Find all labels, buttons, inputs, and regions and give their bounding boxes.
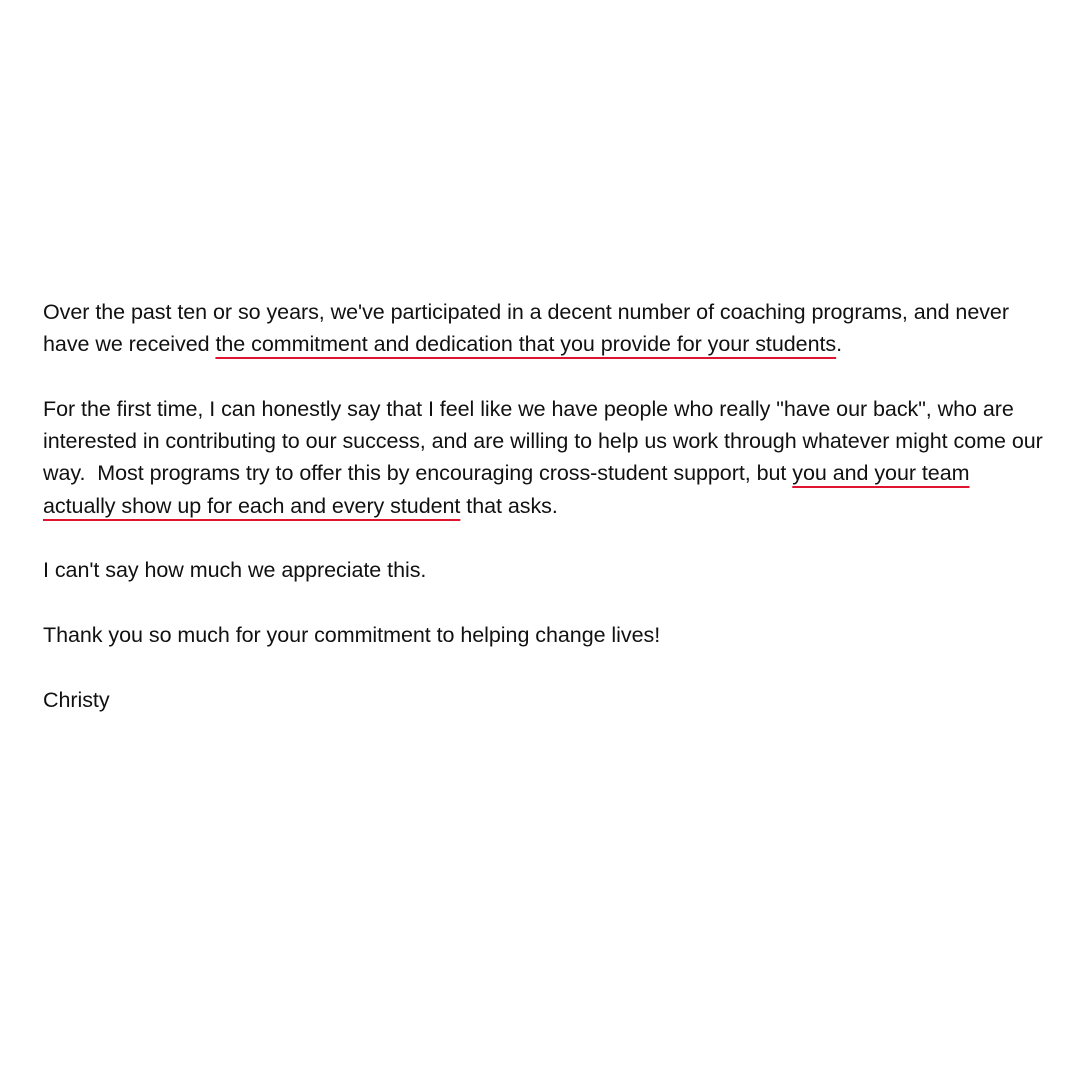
paragraph-4: Thank you so much for your commitment to helping change lives! bbox=[43, 622, 661, 647]
paragraph-2-end: that asks. bbox=[460, 493, 558, 518]
paragraph-2-underlined-phrase: you and your team actually show up for each and every student bbox=[43, 461, 970, 518]
paragraph-2-text: For the first time, I can honestly say that I feel like we have people who really "have our back", who are interested in contributing to our success, and are willing to help us work through whatever might come our way. Most programs try to offer this by encouraging cross-student support, but bbox=[43, 396, 1049, 486]
paragraph-1-end: . bbox=[836, 332, 843, 357]
paragraph-3: I can't say how much we appreciate this. bbox=[43, 558, 427, 583]
testimonial-letter bbox=[43, 296, 1049, 716]
paragraph-1 bbox=[43, 296, 1043, 361]
paragraph-2 bbox=[43, 393, 1049, 522]
signature: Christy bbox=[43, 687, 110, 712]
paragraph-1-underlined-phrase: the commitment and dedication that you provide for your students bbox=[215, 332, 837, 357]
paragraph-1-text: Over the past ten or so years, we've participated in a decent number of coaching programs, and never have we received bbox=[43, 300, 1009, 357]
